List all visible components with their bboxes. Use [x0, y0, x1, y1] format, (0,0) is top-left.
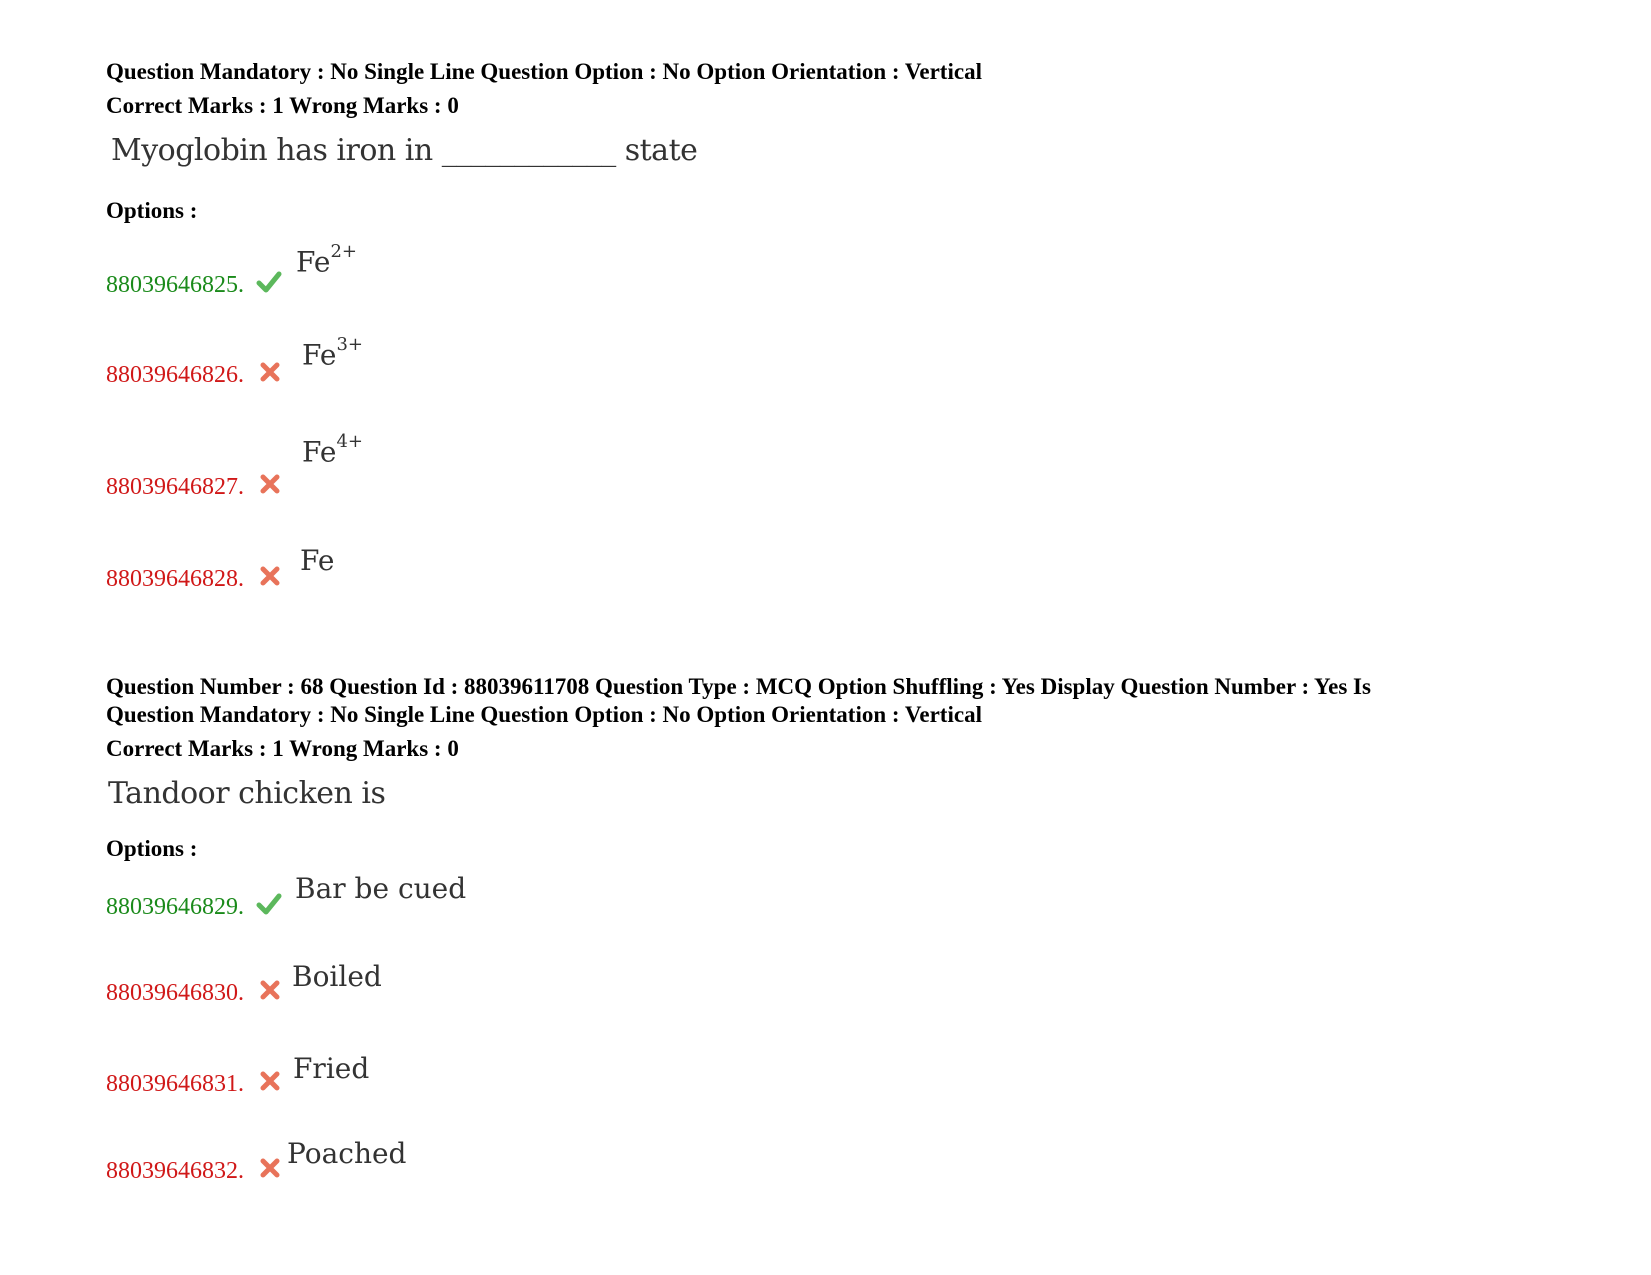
question-marks: Correct Marks : 1 Wrong Marks : 0 — [106, 736, 459, 761]
option-id: 88039646828. — [106, 566, 244, 592]
option-id: 88039646832. — [106, 1158, 244, 1184]
option-text: $Fe^{4+}$ — [302, 431, 364, 469]
cross-icon — [258, 472, 284, 498]
options-label: Options : — [106, 198, 198, 223]
option-text: Boiled — [292, 960, 382, 993]
cross-icon — [258, 978, 284, 1004]
option-text: Bar be cued — [295, 872, 467, 905]
option-text: $Fe^{2+}$ — [296, 241, 358, 279]
question-marks: Correct Marks : 1 Wrong Marks : 0 — [106, 93, 459, 118]
option-text: $Fe^{3+}$ — [302, 334, 364, 372]
option-id: 88039646825. — [106, 272, 244, 298]
option-text: Poached — [287, 1137, 407, 1170]
question-meta-line: Question Mandatory : No Single Line Question Option : No Option Orientation : Vertical — [106, 702, 982, 727]
option-id: 88039646829. — [106, 894, 244, 920]
option-text: Fried — [293, 1052, 370, 1085]
check-icon — [256, 269, 282, 295]
option-id: 88039646826. — [106, 362, 244, 388]
cross-icon — [258, 1069, 284, 1095]
question-meta-line: Question Mandatory : No Single Line Question Option : No Option Orientation : Vertical — [106, 59, 982, 84]
option-id: 88039646831. — [106, 1071, 244, 1097]
question-text: Myoglobin has iron in ____________ state — [111, 133, 698, 168]
question-meta-line: Question Number : 68 Question Id : 88039611708 Question Type : MCQ Option Shuffling : Yes Display Question Number : Yes Is — [106, 674, 1371, 699]
cross-icon — [258, 1156, 284, 1182]
option-id: 88039646830. — [106, 980, 244, 1006]
options-label: Options : — [106, 836, 198, 861]
option-text: Fe — [300, 544, 335, 577]
cross-icon — [258, 360, 284, 386]
cross-icon — [258, 564, 284, 590]
check-icon — [256, 891, 282, 917]
option-id: 88039646827. — [106, 474, 244, 500]
question-text: Tandoor chicken is — [108, 776, 386, 811]
